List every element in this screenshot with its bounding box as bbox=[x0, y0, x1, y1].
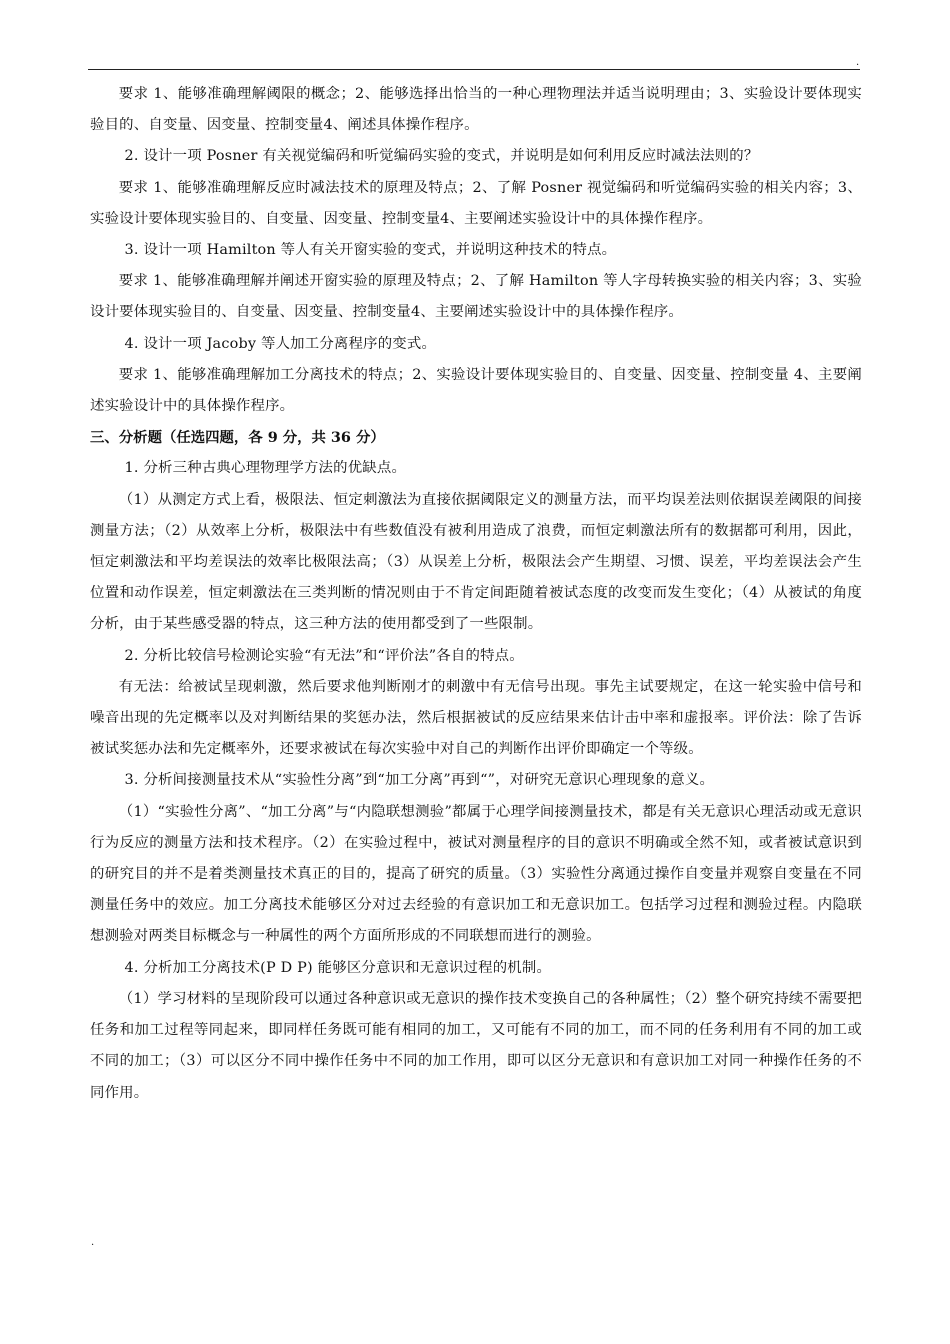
analysis-question-2: 2. 分析比较信号检测论实验“有无法”和“评价法”各自的特点。 bbox=[124, 647, 524, 664]
requirement-paragraph-1: 要求 1、能够准确理解阈限的概念；2、能够选择出恰当的一种心理物理法并适当说明理由；3、实验设计要体现实验目的、自变量、因变量、控制变量4、阐述具体操作程序。 bbox=[90, 86, 862, 134]
requirement-paragraph-4: 要求 1、能够准确理解加工分离技术的特点；2、实验设计要体现实验目的、自变量、因变量、控制变量 4、主要阐述实验设计中的具体操作程序。 bbox=[90, 366, 862, 415]
analysis-answer-4: （1）学习材料的呈现阶段可以通过各种意识或无意识的操作技术变换自己的各种属性；（2）整个研究持续不需要把任务和加工过程等同起来，即同样任务既可能有相同的加工，又可能有不同的加工，而不同的任务利用有不同的加工或不同的加工；（3）可以区分不同中操作任务中不同的加工作用，即可以区分无意识和有意识加工对同一种操作任务的不同作用。 bbox=[90, 990, 862, 1101]
document-body bbox=[90, 79, 862, 1109]
analysis-question-1: 1. 分析三种古典心理物理学方法的优缺点。 bbox=[124, 460, 407, 477]
analysis-answer-3: （1）“实验性分离”、“加工分离”与“内隐联想测验”都属于心理学间接测量技术，都是有关无意识心理活动或无意识行为反应的测量方法和技术程序。（2）在实验过程中，被试对测量程序的目的意识不明确或全然不知，或者被试意识到的研究目的并不是着类测量技术真正的目的，提高了研究的质量。（3）实验性分离通过操作自变量并观察自变量在不同测量任务中的效应。加工分离技术能够区分对过去经验的有意识加工和无意识加工。包括学习过程和测验过程。内隐联想测验对两类目标概念与一种属性的两个方面所形成的不同联想而进行的测验。 bbox=[90, 803, 862, 945]
header-rule bbox=[88, 69, 860, 70]
top-mark: . bbox=[856, 57, 860, 68]
question-2: 2. 设计一项 Posner 有关视觉编码和听觉编码实验的变式，并说明是如何利用反应时减法法则的？ bbox=[124, 148, 759, 165]
question-3: 3. 设计一项 Hamilton 等人有关开窗实验的变式，并说明这种技术的特点。 bbox=[124, 242, 617, 259]
section-heading: 三、分析题（任选四题，各 9 分，共 36 分） bbox=[90, 429, 385, 447]
bottom-mark: . bbox=[91, 1237, 95, 1248]
question-4: 4. 设计一项 Jacoby 等人加工分离程序的变式。 bbox=[124, 335, 437, 352]
analysis-answer-1: （1）从测定方式上看，极限法、恒定刺激法为直接依据阈限定义的测量方法，而平均误差法则依据误差阈限的间接测量方法；（2）从效率上分析，极限法中有些数值没有被利用造成了浪费，而恒定刺激法所有的数据都可利用，因此，恒定刺激法和平均差误法的效率比极限法高；（3）从误差上分析，极限法会产生期望、习惯、误差，平均差误法会产生位置和动作误差，恒定刺激法在三类判断的情况则由于不肯定间距随着被试态度的改变而发生变化；（4）从被试的角度分析，由于某些感受器的特点，这三种方法的使用都受到了一些限制。 bbox=[90, 491, 862, 633]
requirement-paragraph-2: 要求 1、能够准确理解反应时减法技术的原理及特点；2、了解 Posner 视觉编码和听觉编码实验的相关内容；3、实验设计要体现实验目的、自变量、因变量、控制变量4、主要阐述实验设计中的具体操作程序。 bbox=[90, 179, 862, 227]
analysis-question-3: 3. 分析间接测量技术从“实验性分离”到“加工分离”再到“”，对研究无意识心理现象的意义。 bbox=[124, 772, 715, 789]
analysis-question-4: 4. 分析加工分离技术(P D P) 能够区分意识和无意识过程的机制。 bbox=[124, 959, 552, 976]
analysis-answer-2: 有无法：给被试呈现刺激，然后要求他判断刚才的刺激中有无信号出现。事先主试要规定，在这一轮实验中信号和噪音出现的先定概率以及对判断结果的奖惩办法，然后根据被试的反应结果来估计击中率和虚报率。评价法：除了告诉被试奖惩办法和先定概率外，还要求被试在每次实验中对自己的判断作出评价即确定一个等级。 bbox=[90, 678, 862, 758]
requirement-paragraph-3: 要求 1、能够准确理解并阐述开窗实验的原理及特点；2、了解 Hamilton 等人字母转换实验的相关内容；3、实验设计要体现实验目的、自变量、因变量、控制变量4、主要阐述实验设计中的具体操作程序。 bbox=[90, 273, 862, 321]
